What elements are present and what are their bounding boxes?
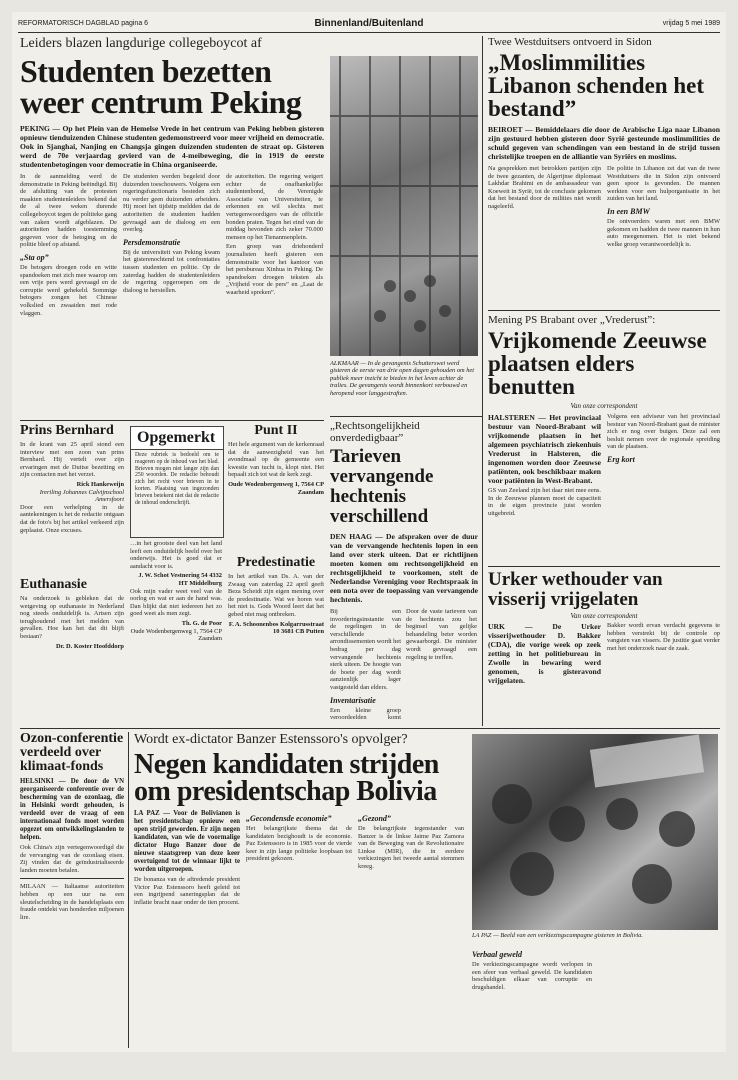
- libanon-lead: BEIROET — Bemiddelaars die door de Arabische Liga naar Libanon zijn gestuurd hebben gisteren door Syrië gesteunde moslimmilities de schuld gegeven van schendingen van een bestand in de strijd tussen christelijke troepen en de alliantie van Syriërs en moslims.: [488, 125, 720, 161]
- article-ozon: Ozon-conferentie verdeeld over klimaat-fonds HELSINKI — De door de VN georganiseerde conferentie over de bescherming van de ozonlaag, die in Helsinki wordt gehouden, is verdeeld over de vraag of een internationaal fonds moet worden opgezet om ontwikkelingslanden te helpen. Ook China's zijn vertegenwoordigd die de vervanging van de ozonlaag eisen. Zij vinden dat de geïndustrialiseerde landen moeten betalen. MILAAN — Italiaanse autoriteiten hebben op een uur na een sleutelscheiding in de handelsplaats een fraude ontdekt van honderden miljoenen lire.: [20, 732, 124, 921]
- article-zeeuwse: [488, 314, 720, 564]
- opgemerkt-intro: Deze rubriek is bedoeld om te reageren op de inhoud van het blad. Brieven mogen niet langer zijn dan 250 woorden. De redactie behoudt zich het recht voor brieven in te korten. Plaatsing van ingezonden brieven betekent niet dat de redactie de inhoud onderschrijft.: [135, 452, 219, 506]
- section-divider: [488, 566, 720, 567]
- letter-euthanasie: Euthanasie Na onderzoek is gebleken dat de wetgeving op euthanasie in Nederland nog steeds onduidelijk is. Artsen zijn terughoudend met het melden van gevallen. Hoe kan het dat dit blijft bestaan? Dr. D. Koster Hoofddorp: [20, 578, 124, 650]
- ozon-headline: Ozon-conferentie verdeeld over klimaat-fonds: [20, 732, 124, 774]
- euthanasie-headline: Euthanasie: [20, 578, 87, 592]
- tarieven-lead: DEN HAAG — De afspraken over de duur van de vervangende hechtenis lopen in een land over sterk uiteen. Dat er richtlijnen moeten komen om rechtsongelijkheid en rechtsgelijkheid te voorkomen, stelt de Nederlandse Vereniging voor Rechtspraak in een nota over de toepassing van vervangende hechtenis.: [330, 532, 478, 604]
- tarieven-col-1: Bij een invorderingsinstantie van de regelingen in de verschillende arrondissementen wordt het bedrag per dag vervangende hechtenis sterk uiteen. De hoogte van de boete per dag wordt aanzienlijk lager vastgesteld dan elders. Inventarisatie Een kleine groep veroordeelden komt: [330, 608, 401, 720]
- urker-col-1: URK — De Urker visserijwethouder D. Bakker (CDA), die vorige week op zeek zetting in het politiebureau in Zwolle in bewaring werd genomen, is gisteravond vrijgelaten.: [488, 622, 601, 685]
- column-rule: [482, 36, 483, 726]
- libanon-col-1: Na gesprekken met betrokken partijen zijn de twee gezanten, de Algerijnse diplomaat Lakhdar Brahimi en de ambassadeur van Koeweit in Syrië, tot de conclusie gekomen dat het bestand door de milities niet wordt nageleefd.: [488, 165, 601, 210]
- masthead-date: vrijdag 5 mei 1989: [662, 20, 720, 27]
- prins-headline: Prins Bernhard: [20, 424, 114, 438]
- photo-alkmaar-caption: ALKMAAR — In de gevangenis Schutterswei werd gisteren de eerste van drie open dagen gehouden om het publiek meer inzicht te bieden in het leven achter de tralies. De gevangenis wordt binnenkort verbouwd en heropend voor langgestraften.: [330, 360, 475, 397]
- libanon-headline: „Moslimmilities Libanon schenden het bestand”: [488, 50, 705, 121]
- peking-headline: Studenten bezetten weer centrum Peking: [20, 53, 302, 120]
- peking-lead: PEKING — Op het Plein van de Hemelse Vrede in het centrum van Peking hebben gisteren opnieuw tienduizenden Chinese studenten gedemonstreerd voor meer vrijheid en democratie. Ook in Sjanghai, Nanjing en Changsja gingen duizenden studenten de straat op. Gisteren werd de 70e verjaardag gevierd van de 4-meibeweging, die in 1919 de eerste studentenbetogingen voor democratie in China organiseerde.: [20, 124, 324, 169]
- bolivia-col-2: „Gecondensde economie” Het belangrijkste thema dat de kandidaten bezighoudt is de economie. Paz Estenssoro is in 1985 voor de vierde keer in zijn lange politieke loopbaan tot president gekozen.: [246, 814, 352, 863]
- urker-col-2: Bakker wordt ervan verdacht gegevens te hebben verstrekt bij de controle op vangsten van vissers. De justitie gaat verder met het onderzoek naar de zaak.: [607, 622, 720, 652]
- opgemerkt-box: [130, 426, 224, 538]
- milaan-brief: MILAAN — Italiaanse autoriteiten hebben op een uur na een sleutelscheiding in de handelsplaats een fraude ontdekt van honderden miljoenen lire.: [20, 883, 124, 921]
- bolivia-col-4: Verbaal geweld De verkiezingscampagne wordt verlopen in een sfeer van verbaal geweld. De kandidaten beschuldigen elkaar van corruptie en drugshandel.: [472, 950, 592, 991]
- photo-la-paz-caption: LA PAZ — Beeld van een verkiezingscampagne gisteren in Bolivia.: [472, 932, 643, 939]
- column-rule: [128, 732, 129, 1048]
- newspaper-page: [12, 12, 726, 1052]
- euthanasie-signature: Dr. D. Koster Hoofddorp: [56, 642, 124, 650]
- masthead-section: Binnenland/Buitenland: [314, 18, 424, 29]
- prins-signature: Rick Hankeweijn: [76, 480, 124, 488]
- bolivia-kicker: Wordt ex-dictator Banzer Estenssoro's opvolger?: [134, 732, 408, 747]
- section-divider: [488, 310, 720, 311]
- bolivia-col-3: „Gezond” De belangrijkste tegenstander van Banzer is de linkse Jaime Paz Zamora van de Beweging van de Revolutionaire Linkse (MIR), die in eerdere verkiezingen het tweede aantal stemmen kreeg.: [358, 814, 464, 870]
- urker-byline: Van onze correspondent: [570, 612, 638, 620]
- masthead-left: REFORMATORISCH DAGBLAD pagina 6: [18, 20, 149, 27]
- opgemerkt-letters: …in het grootste deel van het land leeft een onduidelijk beeld over het onderwijs. Het is goed dat er aandacht voor is. J. W. Schot Vestnering 54 4332 HT Middelburg Ook mijn vader weet veel van de oorlog en wat er aan de hand was. Dan blijkt dat niet iedereen het zo goed weet als men zegt. Th. G. de Poor Oude Wodenbergenweg 1, 7564 CP Zaandam: [130, 540, 222, 643]
- letter-predestinatie: Predestinatie In het artikel van Ds. A. van der Zwaag van zaterdag 22 april geeft Beza Scheidt zijn eigen mening over de predestinatie. Wat we horen wat het niet is. Gods Woord leert dat het gebed niet mag ontbreken. F. A. Schoonenbos Kolgarrusstraat 10 3681 CB Putten: [228, 556, 324, 636]
- photo-alkmaar-prison: [330, 56, 478, 356]
- peking-kicker: Leiders blazen langdurige collegeboycot af: [20, 36, 262, 51]
- urker-headline: Urker wethouder van visserij vrijgelaten: [488, 570, 663, 610]
- predestinatie-headline: Predestinatie: [236, 556, 316, 570]
- peking-col-3: de autoriteiten. De regering weigert echter de onafhankelijke studentenbond, de Verenigde Associatie van Universiteiten, te erkennen en wil slechts met vertegenwoordigers van de officiële bonden praten. Tegen het eind van de middag bevonden zich zeker 70.000 mensen op het Tienanmenplein. Een groep van driehonderd journalisten heeft gisteren een demonstratie voor het kantoor van het persbureau Xinhua in Peking. De spandoeken droegen teksten als „Vrijheid voor de pers” en „Laat de waarheid spreken”.: [226, 173, 323, 296]
- bolivia-headline: Negen kandidaten strijden om presidentschap Bolivia: [134, 749, 439, 807]
- section-divider: [20, 420, 324, 421]
- tarieven-headline: Tarieven vervangende hechtenis verschillend: [330, 446, 434, 527]
- zeeuwse-kicker: Mening PS Brabant over „Vrederust”:: [488, 314, 656, 326]
- libanon-col-2: De politie in Libanon zei dat van de twee Westduitsers die in Sidon zijn ontvoerd geen spoor is gevonden. De mannen werkten voor een hulporganisatie in het zuiden van het land. In een BMW De ontvoerders waren met een BMW gekomen en hadden de twee mannen in hun auto meegenomen. Het is niet bekend welke groep verantwoordelijk is.: [607, 165, 720, 248]
- crowd-graphic: [472, 734, 718, 930]
- bolivia-col-1: LA PAZ — Voor de Bolivianen is het presidentschap opnieuw een open strijd geworden. Er zijn negen kandidaten, van wie de voormalige dictator Hugo Banzer door de nieuwe staatsgreep van deze keer overtuigend tot de winnaar lijkt te worden uitgeroepen. De bonanza van de aftredende president Victor Paz Estenssoro heeft geleid tot een ingrijpend saneringsplan dat de inflatie bracht naar onder de tien procent.: [134, 810, 240, 906]
- photo-la-paz-campaign: [472, 734, 718, 930]
- divider: [20, 878, 124, 879]
- prison-stairs-graphic: [330, 56, 478, 356]
- zeeuwse-col-2: Volgens een adviseur van het provinciaal bestuur van Noord-Brabant gaat de minister zich er nog over buigen. Deze zal een besluit nemen over de regionale spreiding van de plaatsen. Erg kort: [607, 413, 720, 464]
- punt-headline: Punt II: [254, 424, 298, 438]
- peking-col-2: De studenten werden begeleid door duizenden toeschouwers. Volgens een regeringsfunctionaris besteden zich nu verder geen duizenden arbeiders. Hij moet het tijdstip meldden dat de autoriteiten de studenten hadden gevraagd aan de dialoog en een overleg. Persdemonstratie Bij de universiteit van Peking kwam het gisterenochtend tot confrontaties tussen studenten en politie. Op de zaterdag hadden de studentenleiders de regering opgeroepen om de dialoog te herstellen.: [123, 173, 220, 294]
- section-divider: [330, 416, 482, 417]
- article-libanon: [488, 36, 720, 306]
- article-urker: [488, 570, 720, 726]
- article-peking: [20, 36, 324, 416]
- zeeuwse-byline: Van onze correspondent: [570, 402, 638, 410]
- zeeuwse-headline: Vrijkomende Zeeuwse plaatsen elders benutten: [488, 328, 707, 399]
- tarieven-kicker: „Rechtsongelijkheid onverdedigbaar”: [330, 420, 420, 444]
- opgemerkt-title: Opgemerkt: [131, 427, 223, 450]
- letter-punt-ii: Punt II Het hele argument van de kerkenraad dat de aanwezigheid van het avondmaal op de gemeente een kwestie van tucht is, klopt niet. Het bepaalt zich tot wat de kerk zegt. Oude Wodenbergenweg 1, 7564 CP Zaandam: [228, 424, 324, 496]
- zeeuwse-col-1: HALSTEREN — Het provinciaal bestuur van Noord-Brabant wil vrijkomende plaatsen in het algemeen psychiatrisch ziekenhuis Vrederust in Halsteren, die ingenomen worden door Zeeuwse patiënten, ook beschikbaar maken voor patiënten in West-Brabant. GS van Zeeland zijn het daar niet mee eens. In de Zeeuwse plannen moet de capaciteit in de eigen provincie juist worden uitgebreid.: [488, 413, 601, 517]
- masthead: [18, 16, 720, 33]
- libanon-kicker: Twee Westduitsers ontvoerd in Sidon: [488, 36, 652, 48]
- letter-prins-bernhard: Prins Bernhard In de krant van 25 april stond een interview met een zoon van prins Bernhard. Hij vertelt over zijn ervaringen met de Duitse bezetting en zijn contacten met het verzet. Rick Hankeweijn Ireriling Johannes Calvijnschool Amersfoort Door een verhelping in de aantekeningen is het de redactie ontgaan dat de foto's bij het artikel verkeerd zijn geplaatst. Onze excuses.: [20, 424, 124, 534]
- article-tarieven: [330, 420, 478, 720]
- tarieven-col-2: Door de vaste tarieven van de hechtenis zou het beginsel van gelijke behandeling beter worden gewaarborgd. De minister wordt gevraagd een regeling te treffen.: [406, 608, 477, 661]
- section-divider: [20, 728, 720, 729]
- peking-col-1: In de aanmelding werd de demonstratie in Peking beëindigd. Bij de afsluiting van de protesten maakten studentenleiders bekend dat de al twee weken durende collegeboycot tegen de politieke gang van zaken wordt afgeblazen. De autoriteiten hadden toestemming gegeven voor de betoging en de politie bleef op afstand. „Sta op” De betogers droegen rode en witte spandoeken met zich mee waarop om een vrije pers werd gevraagd en de corruptie werd gehekeld. Sommige betogers zongen het Chinese volkslied en zwaaiden met rode vlaggen.: [20, 173, 117, 317]
